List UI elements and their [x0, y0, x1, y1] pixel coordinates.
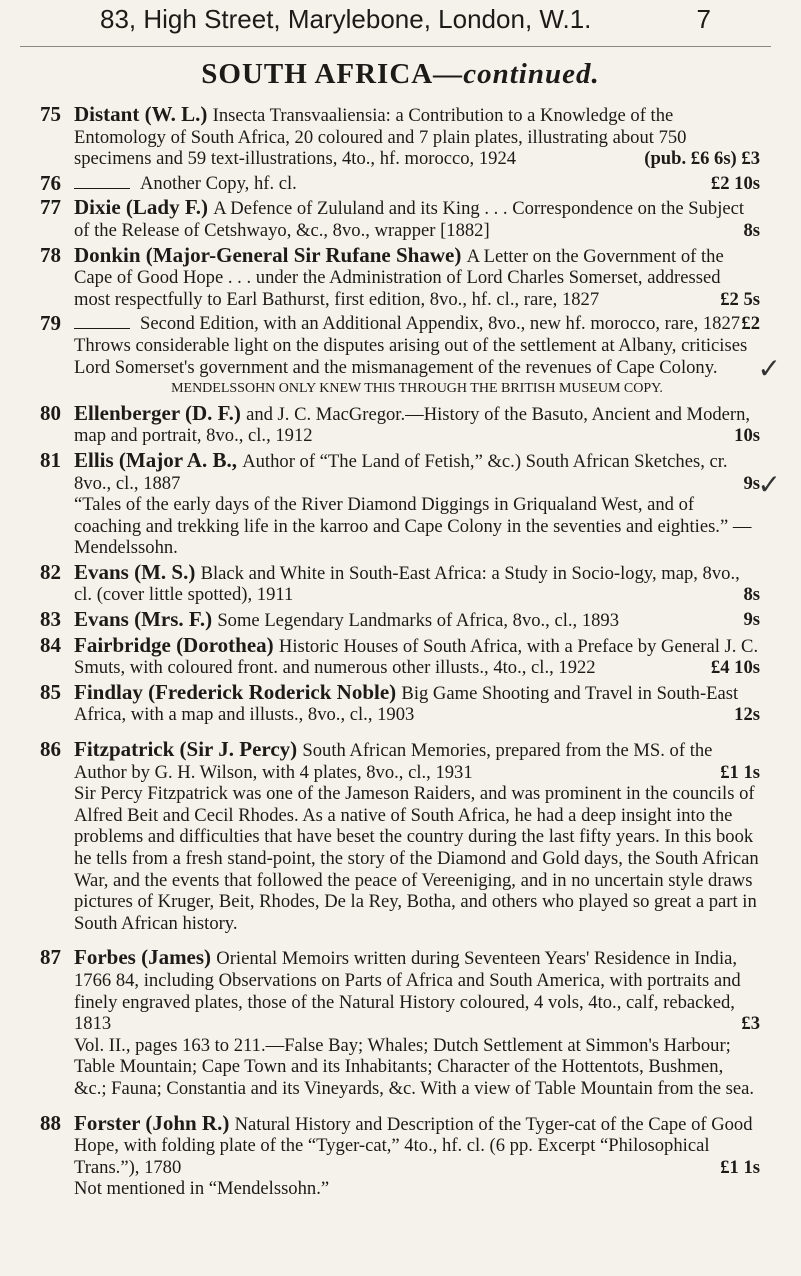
- entry-description: [74, 197, 760, 241]
- tick-mark: ✓: [757, 468, 781, 501]
- entry-title: Oriental Memoirs written during Seventeen Years' Residence in India, 1766 84, including Observations on Parts of Africa and South America, with portraits and finely engraved plates, those of the Natural History coloured, 4 vols, 4to., calf, rebacked, 1813: [74, 948, 741, 1035]
- entry-author: Dixie (Lady F.): [74, 195, 214, 220]
- entry-remark: MENDELSSOHN ONLY KNEW THIS THROUGH THE BRITISH MUSEUM COPY.: [171, 381, 663, 397]
- bookseller-address: 83, High Street, Marylebone, London, W.1.: [100, 4, 592, 34]
- entry-price: 9s: [743, 609, 760, 631]
- entry-title: South African Memories, prepared from the MS. of the Author by G. H. Wilson, with 4 plates, 8vo., cl., 1931: [74, 740, 713, 783]
- entry-title: Natural History and Description of the Tyger-cat of the Cape of Good Hope, with folding plate of the “Tyger-cat,” 4to., hf. cl. (6 pp. Excerpt “Philosophical Trans.”), 1780: [74, 1113, 753, 1178]
- entry-author: Fitzpatrick (Sir J. Percy): [74, 737, 303, 762]
- entry-description: [74, 447, 760, 494]
- lot-number: 78: [40, 242, 61, 267]
- entry-title: Some Legendary Landmarks of Africa, 8vo., cl., 1893: [217, 610, 620, 632]
- entry-price: £1 1s: [720, 1156, 760, 1178]
- lot-number: 81: [40, 447, 61, 472]
- lot-number: 77: [40, 195, 61, 220]
- catalogue-entry: [40, 632, 760, 679]
- entry-author: Evans (Mrs. F.): [74, 607, 218, 632]
- entry-price: 12s: [734, 704, 760, 726]
- entry-price: (pub. £6 6s) £3: [644, 148, 760, 170]
- entry-note: Not mentioned in “Mendelssohn.”: [74, 1178, 330, 1200]
- entry-author: Forster (John R.): [74, 1110, 235, 1135]
- entry-price: £2 5s: [720, 288, 760, 310]
- lot-number: 76: [40, 170, 61, 195]
- entry-description: [74, 559, 760, 606]
- lot-number: 75: [40, 102, 61, 126]
- entry-description: [74, 400, 760, 447]
- entry-author: Forbes (James): [74, 945, 217, 970]
- catalogue-entry: [40, 197, 760, 241]
- catalogue-entry: [40, 242, 760, 311]
- lot-number: 88: [40, 1110, 61, 1135]
- entry-author: Ellenberger (D. F.): [74, 400, 247, 425]
- entry-price: 10s: [734, 425, 760, 447]
- page-number: 7: [696, 4, 711, 34]
- entry-description: [74, 173, 760, 195]
- entry-description: [74, 104, 760, 170]
- catalogue-entry: [40, 679, 760, 726]
- lot-number: 85: [40, 679, 61, 704]
- catalogue-entry: [40, 104, 760, 170]
- catalogue-entry: [40, 313, 760, 399]
- entry-price: 8s: [743, 219, 760, 241]
- lot-number: 80: [40, 400, 61, 425]
- entry-title: Author of “The Land of Fetish,” &c.) South African Sketches, cr. 8vo., cl., 1887: [74, 450, 728, 494]
- ditto-dash: [74, 188, 130, 189]
- catalogue-entry: [40, 739, 760, 934]
- entry-author: Fairbridge (Dorothea): [74, 632, 279, 657]
- entry-title: Historic Houses of South Africa, with a Preface by General J. C. Smuts, with coloured front. and numerous other illusts., 4to., cl., 1922: [74, 635, 759, 679]
- catalogue-entry: [40, 609, 760, 632]
- entry-price: 8s: [743, 584, 760, 606]
- catalogue-entries: [40, 104, 760, 1203]
- entry-description: [74, 609, 760, 632]
- page-header: [0, 0, 801, 60]
- entry-note: Throws considerable light on the disputes arising out of the settlement at Albany, criticises Lord Somerset's government and the mismanagement of the revenues of Cape Colony.: [74, 334, 748, 378]
- catalogue-entry: [40, 170, 760, 195]
- lot-number: 84: [40, 632, 61, 657]
- lot-number: 82: [40, 559, 61, 584]
- entry-title: and J. C. MacGregor.—History of the Basuto, Ancient and Modern, map and portrait, 8vo., cl., 1912: [74, 403, 751, 447]
- entry-author: Distant (W. L.): [74, 102, 213, 126]
- lot-number: 83: [40, 607, 61, 632]
- entry-title: Big Game Shooting and Travel in South-East Africa, with a map and illusts., 8vo., cl., 1903: [74, 682, 739, 726]
- entry-description: [74, 1110, 760, 1179]
- catalogue-entry: [40, 1110, 760, 1200]
- entry-price: 9s: [743, 472, 760, 494]
- entry-price: £1 1s: [720, 761, 760, 783]
- section-heading: SOUTH AFRICA: [201, 58, 434, 90]
- entry-price: £2 10s: [710, 172, 760, 194]
- entry-author: Evans (M. S.): [74, 559, 201, 584]
- tick-mark: ✓: [757, 352, 781, 385]
- entry-description: [74, 679, 760, 726]
- entry-title: Black and White in South-East Africa: a Study in Socio-logy, map, 8vo., cl. (cover little spotted), 1911: [74, 562, 740, 606]
- entry-price: £3: [741, 1013, 760, 1035]
- entry-author: Donkin (Major-General Sir Rufane Shawe): [74, 242, 467, 267]
- catalogue-entry: [40, 559, 760, 606]
- entry-description: [74, 947, 760, 1034]
- ditto-dash: [74, 328, 130, 329]
- lot-number: 86: [40, 737, 61, 762]
- entry-title: Another Copy, hf. cl.: [140, 172, 297, 194]
- lot-number: 79: [40, 311, 61, 336]
- entry-title: Second Edition, with an Additional Appendix, 8vo., new hf. morocco, rare, 1827: [140, 313, 741, 335]
- catalogue-entry: [40, 447, 760, 559]
- catalogue-entry: [40, 400, 760, 447]
- entry-note: Sir Percy Fitzpatrick was one of the Jameson Raiders, and was prominent in the councils of Alfred Beit and Cecil Rhodes. As a native of South Africa, he had a deep insight into the problems and difficulties that have beset the country during the last fifty years. In this book he tells from a fresh stand-point, the story of the Diamond and Gold days, the South African War, and the events that followed the peace of Vereeniging, and in no uncertain style draws pictures of Kruger, Beit, Rhodes, De la Rey, Botha, and others who played so great a part in South African history.: [74, 783, 759, 934]
- entry-note: Vol. II., pages 163 to 211.—False Bay; Whales; Dutch Settlement at Simmon's Harbour; Table Mountain; Cape Town and its Inhabitants; Character of the Hottentots, Bushmen, &c.; Fauna; Constantia and its Vineyards, &c. With a view of Table Mountain from the sea.: [74, 1034, 755, 1099]
- entry-author: Findlay (Frederick Roderick Noble): [74, 679, 402, 704]
- entry-title: A Letter on the Government of the Cape of Good Hope . . . under the Administration of Lord Charles Somerset, addressed most respectfully to Earl Bathurst, first edition, 8vo., hf. cl., rare, 1827: [74, 245, 724, 310]
- entry-title: A Defence of Zululand and its King . . . Correspondence on the Subject of the Release of Cetshwayo, &c., 8vo., wrapper [1882]: [74, 198, 745, 241]
- catalogue-entry: [40, 947, 760, 1099]
- entry-note: “Tales of the early days of the River Diamond Diggings in Griqualand West, and of coaching and trekking life in the karroo and Cape Colony in the seventies and eighties.” —Mendelssohn.: [74, 494, 752, 559]
- entry-price: £4 10s: [710, 657, 760, 679]
- entry-description: [74, 632, 760, 679]
- entry-author: Ellis (Major A. B.,: [74, 447, 243, 472]
- section-title: [0, 58, 801, 91]
- header-rule: [20, 46, 771, 47]
- lot-number: 87: [40, 945, 61, 970]
- entry-description: [74, 739, 760, 783]
- entry-description: [74, 242, 760, 311]
- section-continued: —continued.: [433, 58, 600, 90]
- entry-price: £2: [741, 313, 760, 335]
- entry-title: Insecta Transvaaliensia: a Contribution to a Knowledge of the Entomology of South Africa, 20 coloured and 7 plain plates, illustrating about 750 specimens and 59 text-illustrations, 4to., hf. morocco, 1924: [74, 105, 687, 170]
- entry-description: [74, 313, 760, 335]
